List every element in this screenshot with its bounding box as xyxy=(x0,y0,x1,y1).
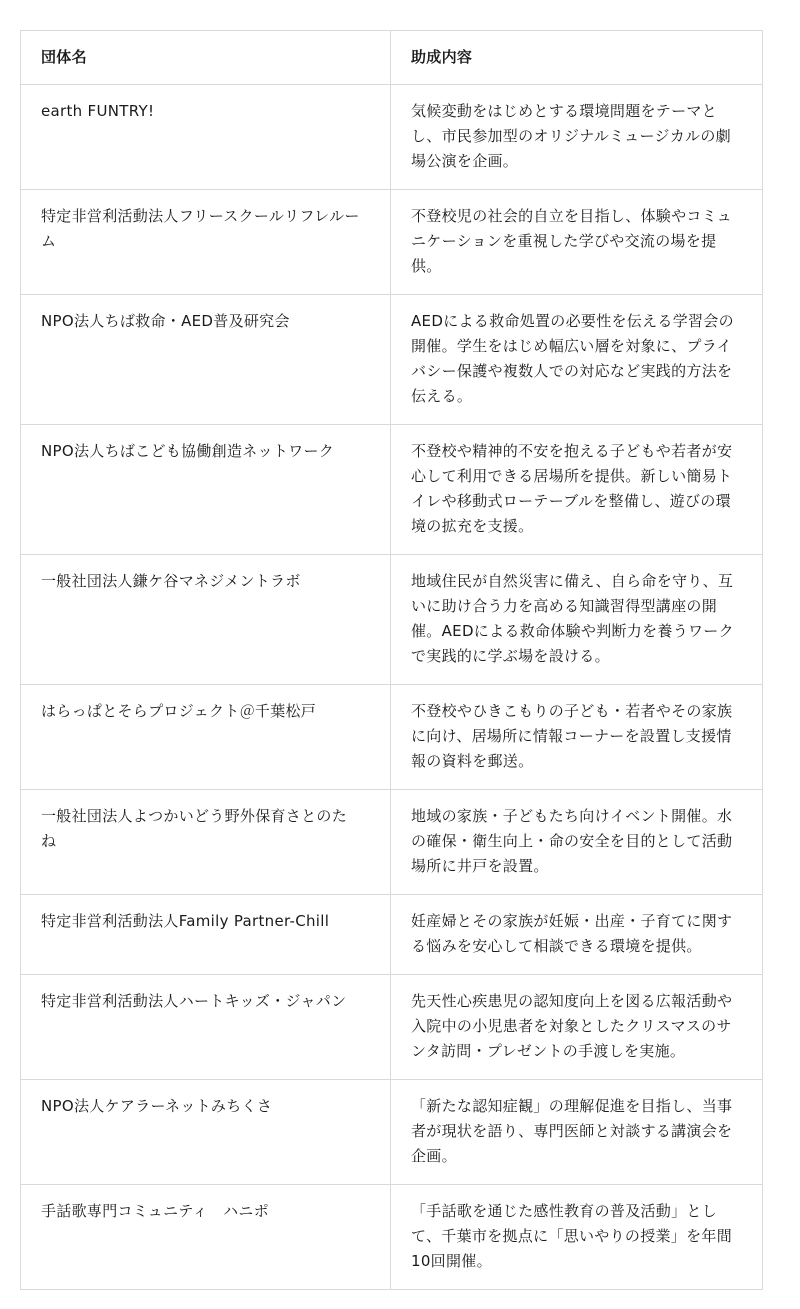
grant-content-cell: 妊産婦とその家族が妊娠・出産・子育てに関する悩みを安心して相談できる環境を提供。 xyxy=(391,895,763,975)
table-row xyxy=(21,425,763,555)
organization-name-cell: NPO法人ケアラーネットみちくさ xyxy=(21,1080,391,1185)
grant-content-cell: 不登校やひきこもりの子ども・若者やその家族に向け、居場所に情報コーナーを設置し支援情報の資料を郵送。 xyxy=(391,685,763,790)
organization-name-cell: NPO法人ちば救命・AED普及研究会 xyxy=(21,295,391,425)
grant-content-cell: 先天性心疾患児の認知度向上を図る広報活動や入院中の小児患者を対象としたクリスマスのサンタ訪問・プレゼントの手渡しを実施。 xyxy=(391,975,763,1080)
grant-content-cell: AEDによる救命処置の必要性を伝える学習会の開催。学生をはじめ幅広い層を対象に、プライバシー保護や複数人での対応など実践的方法を伝える。 xyxy=(391,295,763,425)
table-row xyxy=(21,1080,763,1185)
table-row xyxy=(21,790,763,895)
table-row xyxy=(21,295,763,425)
grant-content-cell: 地域住民が自然災害に備え、自ら命を守り、互いに助け合う力を高める知識習得型講座の開催。AEDによる救命体験や判断力を養うワークで実践的に学ぶ場を設ける。 xyxy=(391,555,763,685)
header-organization-name: 団体名 xyxy=(21,31,391,85)
organization-name-cell: 特定非営利活動法人ハートキッズ・ジャパン xyxy=(21,975,391,1080)
organization-name-cell: 手話歌専門コミュニティ ハニポ xyxy=(21,1185,391,1290)
grant-content-cell: 不登校や精神的不安を抱える子どもや若者が安心して利用できる居場所を提供。新しい簡易トイレや移動式ローテーブルを整備し、遊びの環境の拡充を支援。 xyxy=(391,425,763,555)
grant-content-cell: 地域の家族・子どもたち向けイベント開催。水の確保・衛生向上・命の安全を目的として活動場所に井戸を設置。 xyxy=(391,790,763,895)
organization-name-cell: 一般社団法人よつかいどう野外保育さとのたね xyxy=(21,790,391,895)
table-row xyxy=(21,555,763,685)
organization-name-cell: 特定非営利活動法人Family Partner-Chill xyxy=(21,895,391,975)
grant-content-cell: 「手話歌を通じた感性教育の普及活動」として、千葉市を拠点に「思いやりの授業」を年間10回開催。 xyxy=(391,1185,763,1290)
grant-content-cell: 「新たな認知症観」の理解促進を目指し、当事者が現状を語り、専門医師と対談する講演会を企画。 xyxy=(391,1080,763,1185)
organization-name-cell: はらっぱとそらプロジェクト＠千葉松戸 xyxy=(21,685,391,790)
header-grant-content: 助成内容 xyxy=(391,31,763,85)
table-row xyxy=(21,190,763,295)
organization-name-cell: earth FUNTRY! xyxy=(21,85,391,190)
grant-table xyxy=(20,30,763,1290)
organization-name-cell: 特定非営利活動法人フリースクールリフレルーム xyxy=(21,190,391,295)
organization-name-cell: 一般社団法人鎌ケ谷マネジメントラボ xyxy=(21,555,391,685)
table-row xyxy=(21,895,763,975)
organization-name-cell: NPO法人ちばこども協働創造ネットワーク xyxy=(21,425,391,555)
table-row xyxy=(21,85,763,190)
table-header-row xyxy=(21,31,763,85)
table-row xyxy=(21,685,763,790)
table-row xyxy=(21,975,763,1080)
table-row xyxy=(21,1185,763,1290)
grant-content-cell: 気候変動をはじめとする環境問題をテーマとし、市民参加型のオリジナルミュージカルの劇場公演を企画。 xyxy=(391,85,763,190)
grant-table-container xyxy=(20,30,762,1290)
grant-content-cell: 不登校児の社会的自立を目指し、体験やコミュニケーションを重視した学びや交流の場を提供。 xyxy=(391,190,763,295)
